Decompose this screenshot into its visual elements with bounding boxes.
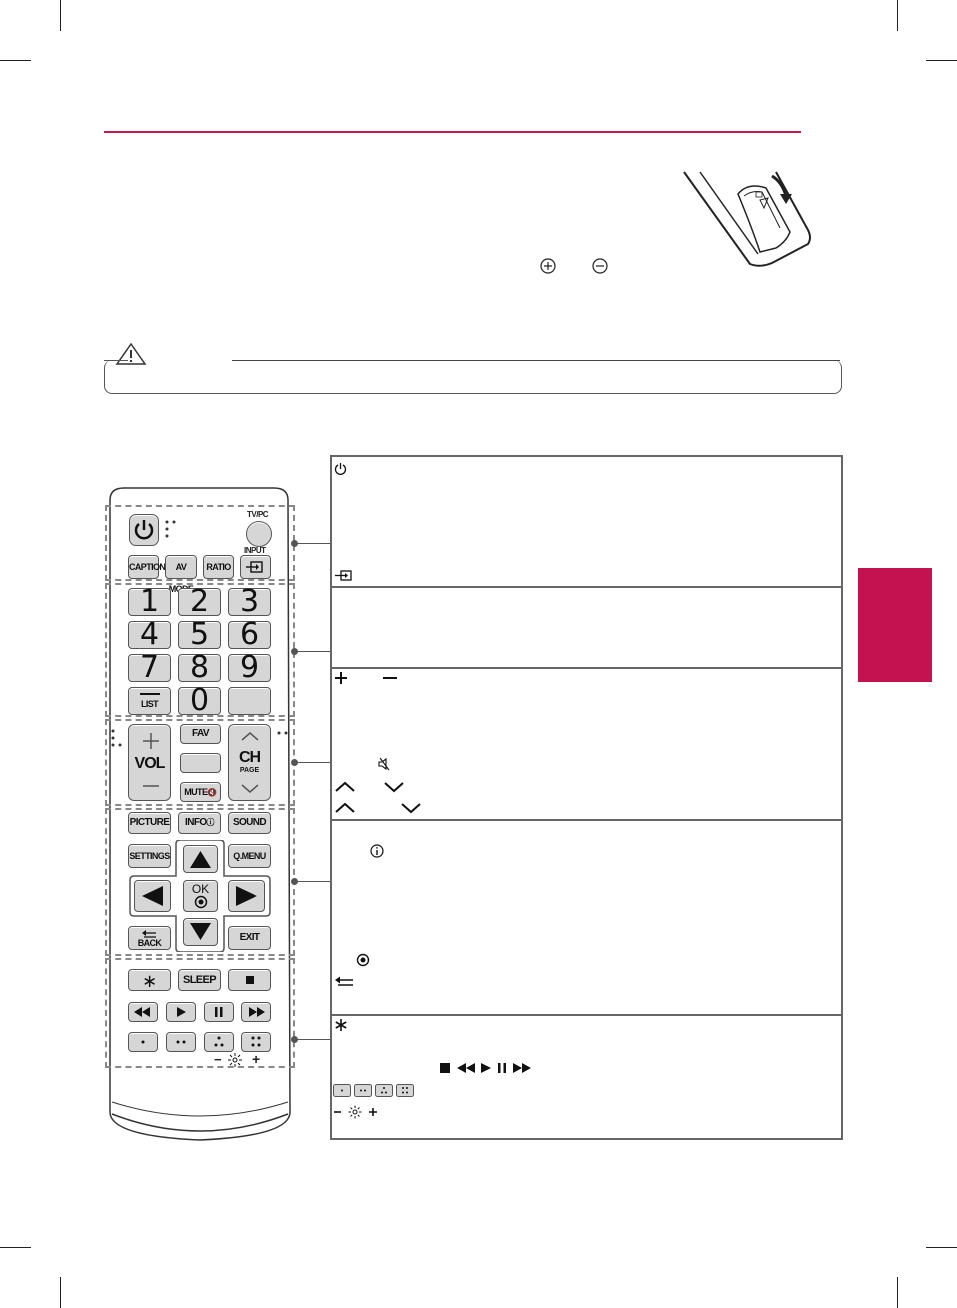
page-label: PAGE (239, 767, 260, 774)
settings-button[interactable]: SETTINGS (128, 844, 171, 868)
crop-mark (60, 0, 61, 31)
input-icon (241, 556, 270, 578)
connector-line (294, 762, 330, 763)
crop-mark (0, 60, 31, 61)
plus-icon (334, 671, 348, 685)
input-button[interactable] (240, 555, 271, 579)
blank-button[interactable] (180, 753, 221, 773)
four-dot-button[interactable] (241, 1032, 271, 1052)
down-arrow-button[interactable] (183, 918, 218, 946)
back-icon (333, 976, 355, 988)
mute-icon: 🔇 (207, 788, 217, 797)
up-arrow-icon (184, 846, 217, 872)
qmenu-button[interactable]: Q.MENU (228, 844, 271, 868)
digit-1-button[interactable]: 1 (128, 588, 171, 616)
rewind-button[interactable] (128, 1002, 158, 1022)
header-rule (104, 131, 801, 133)
volume-label: VOL (134, 755, 165, 772)
back-label: BACK (137, 938, 162, 948)
right-arrow-button[interactable] (228, 880, 265, 912)
ok-icon (356, 953, 370, 967)
connector-line (294, 651, 330, 652)
fast-forward-icon (242, 1003, 270, 1021)
table-row-divider (332, 667, 841, 669)
info-icon: ⓘ (206, 818, 214, 827)
play-icon (167, 1003, 195, 1021)
brightness-plus-label: + (252, 1051, 261, 1067)
chevron-down-icon (383, 781, 405, 793)
connector-line (294, 881, 330, 882)
chevron-up-icon (334, 802, 356, 814)
connector-dot (291, 759, 298, 766)
input-label: INPUT (244, 546, 266, 555)
three-dot-button[interactable] (204, 1032, 234, 1052)
crop-mark (926, 1247, 957, 1248)
braille-dots-icon (164, 519, 178, 541)
volume-up-icon (141, 731, 161, 751)
digit-5-button[interactable]: 5 (178, 621, 221, 649)
one-dot-button[interactable] (128, 1032, 158, 1052)
ok-button[interactable] (183, 880, 218, 912)
chevron-up-icon (334, 781, 356, 793)
digit-2-button[interactable]: 2 (178, 588, 221, 616)
caption-button[interactable]: CAPTION (128, 555, 159, 579)
info-button[interactable] (178, 812, 221, 834)
connector-dot (291, 540, 298, 547)
picture-button[interactable]: PICTURE (128, 812, 171, 834)
crop-mark (0, 1247, 31, 1248)
connector-dot (291, 1036, 298, 1043)
brightness-minus-label: − (214, 1052, 222, 1067)
channel-down-icon (240, 783, 260, 795)
right-arrow-icon (229, 881, 264, 911)
caution-box (104, 360, 842, 394)
down-arrow-icon (184, 919, 217, 945)
up-arrow-button[interactable] (183, 845, 218, 873)
rewind-icon (129, 1003, 157, 1021)
list-bar (140, 693, 160, 695)
connector-line (294, 1039, 330, 1040)
braille-dots-icon (276, 729, 290, 737)
table-row-divider (332, 819, 841, 821)
channel-label: CH (238, 749, 261, 766)
pause-icon (496, 1062, 508, 1074)
four-dot-icon (242, 1033, 270, 1051)
button-description-table (330, 455, 843, 1140)
battery-plus-icon (540, 258, 556, 274)
crop-mark (897, 1277, 898, 1308)
list-label: LIST (140, 699, 159, 709)
brightness-adjust-icon (333, 1105, 379, 1119)
volume-down-icon (141, 781, 161, 791)
ok-label: OK (191, 882, 210, 896)
channel-up-icon (240, 730, 260, 742)
stop-button[interactable] (228, 969, 271, 991)
digit-8-button[interactable]: 8 (178, 654, 221, 682)
list-button[interactable] (128, 687, 171, 715)
mute-button[interactable] (180, 782, 221, 802)
connector-line (294, 543, 330, 544)
table-row-divider (332, 1014, 841, 1016)
sleep-button[interactable]: SLEEP (178, 969, 221, 991)
power-icon (130, 515, 158, 545)
sound-button[interactable]: SOUND (228, 812, 271, 834)
two-dot-icon (354, 1084, 372, 1097)
minus-icon (382, 671, 398, 685)
crop-mark (897, 0, 898, 31)
braille-dots-icon (110, 728, 126, 752)
input-icon (333, 569, 355, 582)
exit-button[interactable]: EXIT (228, 926, 271, 950)
connector-dot (291, 648, 298, 655)
tv-pc-label: TV/PC (247, 510, 269, 519)
av-mode-button[interactable]: AV (165, 555, 197, 579)
remote-battery-cover-illustration (680, 168, 815, 270)
digit-3-button[interactable]: 3 (228, 588, 271, 616)
fast-forward-icon (512, 1062, 532, 1074)
channel-rocker[interactable] (228, 724, 271, 801)
play-button[interactable] (166, 1002, 196, 1022)
power-button[interactable] (129, 514, 159, 546)
battery-minus-icon (592, 258, 608, 274)
power-icon (334, 462, 347, 475)
digit-6-button[interactable]: 6 (228, 621, 271, 649)
play-icon (480, 1062, 492, 1074)
pause-icon (205, 1003, 233, 1021)
digit-7-button[interactable]: 7 (128, 654, 171, 682)
fav-button[interactable]: FAV (180, 724, 221, 744)
ok-icon (194, 895, 208, 909)
crop-mark (926, 60, 957, 61)
mute-label: MUTE (184, 787, 208, 797)
two-dot-icon (167, 1033, 195, 1051)
blank-button[interactable] (228, 687, 271, 715)
brightness-icon (228, 1053, 242, 1067)
digit-9-button[interactable]: 9 (228, 654, 271, 682)
two-dot-button[interactable] (166, 1032, 196, 1052)
ratio-button[interactable]: RATIO (203, 555, 234, 579)
three-dot-icon (205, 1033, 233, 1051)
section-tab (858, 568, 932, 682)
three-dot-icon (375, 1084, 393, 1097)
stop-icon (229, 970, 270, 990)
pause-button[interactable] (204, 1002, 234, 1022)
chevron-down-icon (400, 802, 422, 814)
info-label: INFO (185, 817, 207, 828)
mute-icon (377, 757, 391, 771)
back-button[interactable] (128, 926, 171, 950)
left-arrow-button[interactable] (134, 880, 171, 912)
digit-0-button[interactable]: 0 (178, 687, 221, 715)
info-icon (370, 844, 384, 858)
rewind-icon (456, 1062, 476, 1074)
asterisk-icon (334, 1018, 348, 1032)
asterisk-icon: ∗ (141, 971, 158, 992)
table-row-divider (332, 586, 841, 588)
stop-icon (439, 1062, 451, 1074)
caution-box-top (104, 360, 128, 361)
connector-dot (291, 878, 298, 885)
left-arrow-icon (135, 881, 170, 911)
one-dot-icon (333, 1084, 351, 1097)
asterisk-button[interactable] (128, 969, 171, 991)
one-dot-icon (129, 1033, 157, 1051)
digit-4-button[interactable]: 4 (128, 621, 171, 649)
fast-forward-button[interactable] (241, 1002, 271, 1022)
four-dot-icon (396, 1084, 414, 1097)
crop-mark (60, 1277, 61, 1308)
tv-pc-button[interactable] (246, 521, 272, 547)
volume-rocker[interactable] (128, 724, 171, 801)
